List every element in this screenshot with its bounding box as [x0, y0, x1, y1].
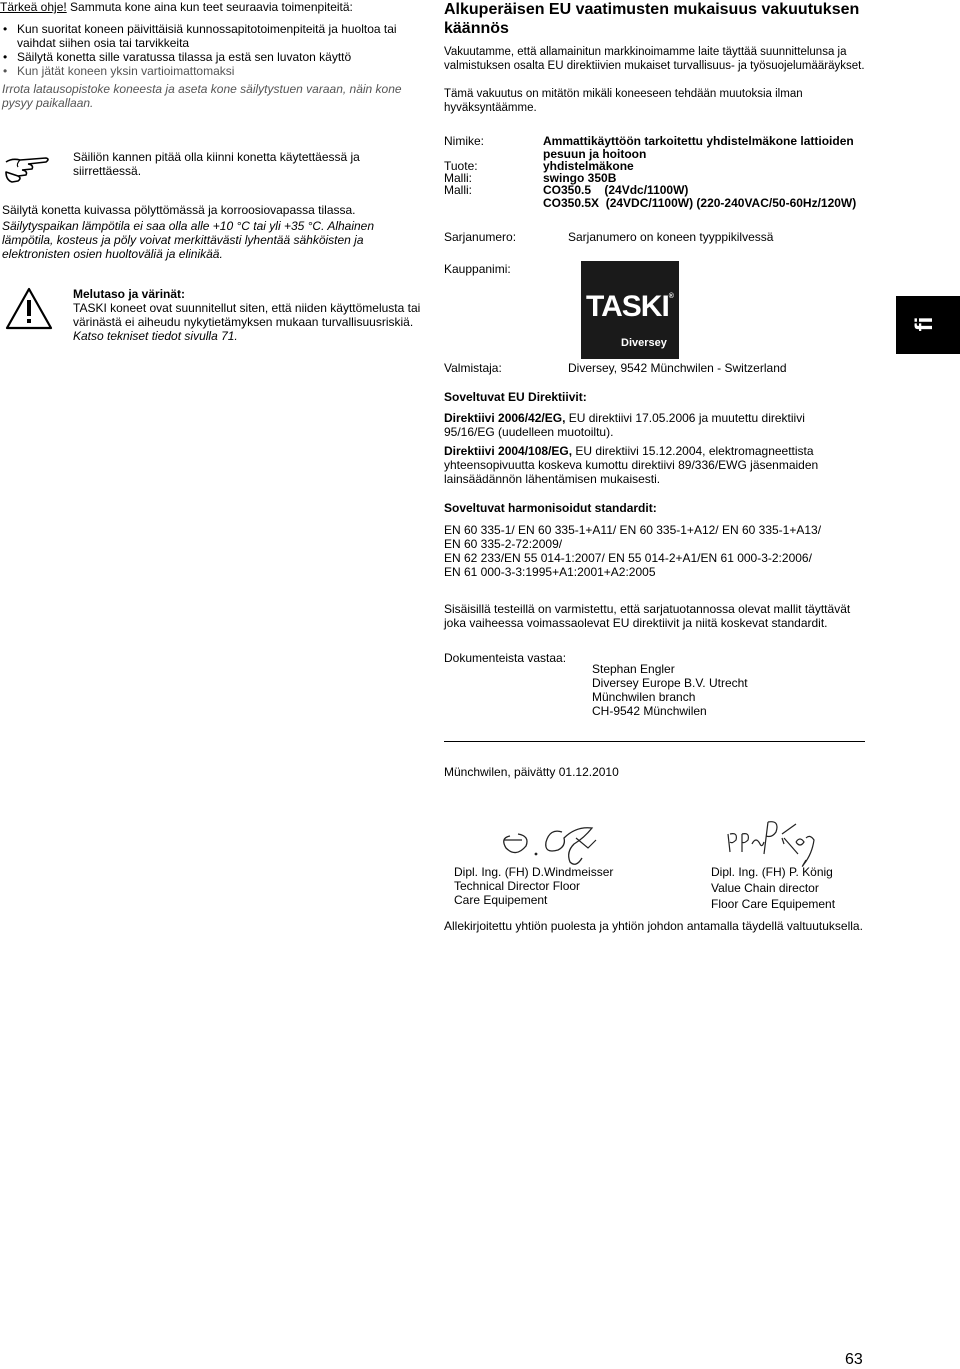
lid-note: Säiliön kannen pitää olla kiinni konetta käytettäessä ja siirrettäessä. — [73, 150, 360, 178]
docs-responsible-address — [592, 662, 852, 718]
bullet-item: • Kun jätät koneen yksin vartioimattomaksi — [0, 64, 420, 78]
noise-reference: Katso tekniset tiedot sivulla 71. — [73, 329, 238, 343]
standards-list — [444, 523, 864, 579]
noise-title: Melutaso ja värinät: — [73, 287, 186, 301]
model-value: CO350.5 (24Vdc/1100W) — [543, 183, 689, 197]
declaration-validity: Tämä vakuutus on mitätön mikäli koneeseen tehdään muutoksia ilman hyväksyntäämme. — [444, 88, 803, 114]
address-line: Münchwilen branch — [592, 690, 696, 704]
dealer-label: Kauppanimi: — [444, 262, 511, 276]
signer-title: Care Equipement — [454, 893, 548, 907]
noise-text: TASKI koneet ovat suunnitellut siten, että niiden käyttömelusta tai värinästä ei aiheudu nykytietämyksen mukaan turvallisuusriskiä. — [73, 301, 421, 329]
signature-windmeisser — [496, 818, 626, 870]
divider — [444, 741, 865, 742]
model-value: swingo 350B — [543, 171, 617, 185]
internal-tests-note: Sisäisillä testeillä on varmistettu, että sarjatuotannossa olevat mallit täyttävät joka vaiheessa voimassaolevat EU direktiivit ja niitä koskevat standardit. — [444, 602, 851, 630]
signer-name: Dipl. Ing. (FH) P. König — [711, 865, 833, 879]
product-label: Tuote: — [444, 159, 478, 173]
bullet-item: • Säilytä konetta sille varatussa tilassa ja estä sen luvaton käyttö — [0, 50, 420, 64]
product-table — [444, 134, 884, 254]
name-value-line1: Ammattikäyttöön tarkoitettu yhdistelmäkone lattioiden — [543, 134, 854, 148]
product-value: yhdistelmäkone — [543, 159, 634, 173]
standard-line: EN 61 000-3-3:1995+A1:2001+A2:2005 — [444, 565, 656, 579]
language-tab — [896, 296, 960, 354]
logo-subbrand: Diversey — [621, 337, 667, 349]
signer-windmeisser — [454, 865, 674, 907]
signer-koenig — [711, 865, 911, 911]
standard-line: EN 60 335-1/ EN 60 335-1+A11/ EN 60 335-1+A12/ EN 60 335-1+A13/ — [444, 523, 822, 537]
docs-responsible-label: Dokumenteista vastaa: — [444, 651, 567, 665]
standard-line: EN 60 335-2-72:2009/ — [444, 537, 563, 551]
temperature-note: Säilytyspaikan lämpötila ei saa olla alle +10 °C tai yli +35 °C. Alhainen lämpötila, kosteus ja pöly voivat merkittävästi lyhentää sähköisten ja elektronisten osien huoltoväliä ja elinikää. — [2, 219, 375, 261]
address-line: Stephan Engler — [592, 662, 675, 676]
important-heading — [0, 0, 430, 14]
language-tab-label: fi — [911, 316, 938, 332]
signer-name: Dipl. Ing. (FH) D.Windmeisser — [454, 865, 614, 879]
taski-diversey-logo — [581, 261, 679, 359]
standards-title: Soveltuvat harmonisoidut standardit: — [444, 501, 657, 515]
signer-title: Value Chain director — [711, 881, 819, 895]
model-label: Malli: — [444, 183, 473, 197]
serial-label: Sarjanumero: — [444, 230, 517, 244]
standard-line: EN 62 233/EN 55 014-1:2007/ EN 55 014-2+A1/EN 61 000-3-2:2006/ — [444, 551, 812, 565]
model-label: Malli: — [444, 171, 473, 185]
signer-title: Technical Director Floor — [454, 879, 581, 893]
warning-triangle-icon — [4, 286, 54, 332]
declaration-title: Alkuperäisen EU vaatimusten mukaisuus vakuutuksen käännös — [444, 1, 860, 37]
signer-title: Floor Care Equipement — [711, 897, 836, 911]
page-number: 63 — [845, 1351, 863, 1368]
important-heading-prefix: Tärkeä ohje! — [0, 0, 67, 14]
name-value-line2: pesuun ja hoitoon — [543, 147, 647, 161]
model-value: CO350.5X (24VDC/1100W) (220-240VAC/50-60Hz/120W) — [543, 196, 857, 210]
declaration-intro: Vakuutamme, että allamainitun markkinoimamme laite täyttää suunnittelunsa ja valmistuksen osalta EU direktiivien mukaiset turvallisuus- ja työsuojelumääräykset. — [444, 46, 865, 72]
important-bullet-list — [0, 22, 420, 78]
directive-2006-42: Direktiivi 2006/42/EG, EU direktiivi 17.05.2006 ja muutettu direktiivi 95/16/EG (uudelleen muotoiltu). — [444, 411, 805, 439]
directives-title: Soveltuvat EU Direktiivit: — [444, 390, 587, 404]
maker-label: Valmistaja: — [444, 361, 502, 375]
serial-value: Sarjanumero on koneen tyyppikilvessä — [568, 230, 774, 244]
place-and-date: Münchwilen, päivätty 01.12.2010 — [444, 765, 619, 779]
logo-wordmark: TASKI® — [586, 290, 673, 323]
signed-on-behalf-note: Allekirjoitettu yhtiön puolesta ja yhtiön johdon antamalla täydellä valtuutuksella. — [444, 919, 863, 933]
detach-note: Irrota latausopistoke koneesta ja aseta kone säilytystuen varaan, näin kone pysyy paikallaan. — [2, 82, 402, 110]
hand-pointer-icon — [4, 150, 52, 186]
bullet-item: • Kun suoritat koneen päivittäisiä kunnossapitotoimenpiteitä ja huoltoa tai vaihdat siihen osia tai tarvikkeita — [0, 22, 420, 50]
directive-2004-108: Direktiivi 2004/108/EG, EU direktiivi 15.12.2004, elektromagneettista yhteensopivuutta koskeva kumottu direktiivi 89/336/EWG jäsenmaiden lainsäädännön lähentämisen mukaisesti. — [444, 444, 819, 486]
storage-note: Säilytä konetta kuivassa pölyttömässä ja korroosiovapassa tilassa. — [2, 203, 356, 217]
noise-section — [73, 287, 428, 343]
name-label: Nimike: — [444, 134, 485, 148]
address-line: Diversey Europe B.V. Utrecht — [592, 676, 748, 690]
important-heading-rest: Sammuta kone aina kun teet seuraavia toimenpiteitä: — [66, 0, 353, 14]
address-line: CH-9542 Münchwilen — [592, 704, 707, 718]
maker-value: Diversey, 9542 Münchwilen - Switzerland — [568, 361, 787, 375]
